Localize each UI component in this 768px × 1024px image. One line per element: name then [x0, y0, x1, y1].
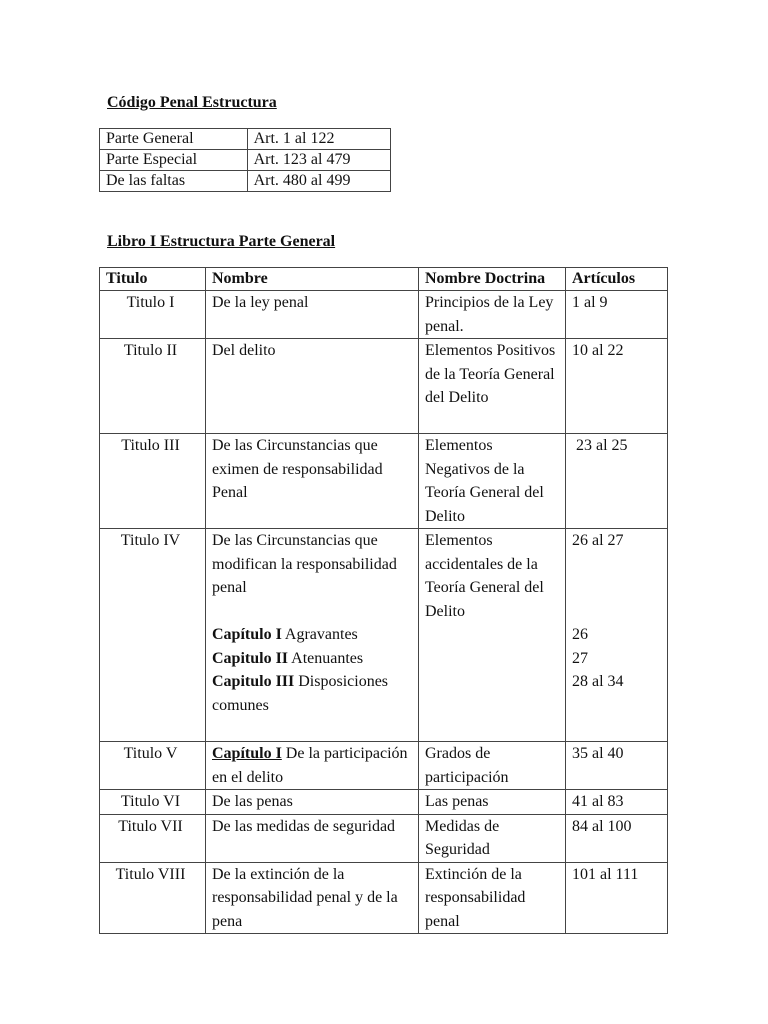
- articulos-cell: 84 al 100: [566, 814, 668, 862]
- chapter-articulos: 28 al 34: [572, 673, 624, 690]
- chapter-line: [212, 670, 414, 717]
- doctrina-cell: Medidas de Seguridad: [419, 814, 566, 862]
- articulos-cell: 1 al 9: [566, 291, 668, 339]
- titulo-cell: Titulo V: [100, 742, 206, 790]
- article-range: Art. 123 al 479: [247, 150, 390, 171]
- articulos-cell: [566, 529, 668, 742]
- doctrina-cell: Grados de participación: [419, 742, 566, 790]
- book-structure-heading: Libro I Estructura Parte General: [107, 233, 336, 250]
- table-row: [100, 529, 668, 742]
- nombre-cell: [206, 529, 419, 742]
- table-row: [100, 814, 668, 862]
- doctrina-cell: Las penas: [419, 790, 566, 815]
- code-structure-table: [99, 128, 391, 192]
- spacer: [212, 600, 414, 624]
- titulo-cell: Titulo IV: [100, 529, 206, 742]
- table-row: [100, 434, 668, 529]
- spacer: [572, 576, 663, 600]
- articulos-cell: 10 al 22: [566, 339, 668, 434]
- chapter-label: Capítulo I: [212, 745, 282, 762]
- doctrina-cell: Extinción de la responsabilidad penal: [419, 862, 566, 934]
- nombre-cell: De las penas: [206, 790, 419, 815]
- doctrina-cell: Elementos accidentales de la Teoría General del Delito: [419, 529, 566, 742]
- nombre-cell: De las Circunstancias que eximen de responsabilidad Penal: [206, 434, 419, 529]
- articulos-cell: 35 al 40: [566, 742, 668, 790]
- column-header-titulo: Titulo: [100, 268, 206, 291]
- nombre-cell: Del delito: [206, 339, 419, 434]
- articulos-cell: 23 al 25: [566, 434, 668, 529]
- table-header-row: [100, 268, 668, 291]
- column-header-articulos: Artículos: [566, 268, 668, 291]
- chapter-articulos: 27: [572, 649, 588, 667]
- article-range: Art. 480 al 499: [247, 171, 390, 192]
- articulos-cell: 41 al 83: [566, 790, 668, 815]
- table-row: [100, 790, 668, 815]
- chapter-text: Atenuantes: [291, 649, 364, 667]
- titulo-cell: Titulo II: [100, 339, 206, 434]
- table-row: [100, 339, 668, 434]
- general-part-table: [99, 267, 668, 934]
- chapter-text: Agravantes: [284, 626, 358, 643]
- table-row: [100, 129, 391, 150]
- chapter-articulos: 26: [572, 626, 588, 643]
- table-row: [100, 171, 391, 192]
- table-row: [100, 862, 668, 934]
- chapter-text: Disposiciones comunes: [212, 673, 389, 714]
- spacer: [572, 600, 663, 624]
- spacer: [572, 553, 663, 577]
- nombre-cell: De la ley penal: [206, 291, 419, 339]
- chapter-label: Capitulo II: [212, 649, 289, 667]
- articulos-range: 26 al 27: [572, 532, 624, 549]
- part-name: Parte General: [100, 129, 248, 150]
- titulo-cell: Titulo III: [100, 434, 206, 529]
- titulo-cell: Titulo VIII: [100, 862, 206, 934]
- doctrina-cell: Elementos Negativos de la Teoría General del Delito: [419, 434, 566, 529]
- code-structure-heading: Código Penal Estructura: [107, 94, 277, 111]
- nombre-cell: De la extinción de la responsabilidad penal y de la pena: [206, 862, 419, 934]
- nombre-cell: [206, 742, 419, 790]
- chapter-label: Capitulo III: [212, 673, 295, 690]
- column-header-doctrina: Nombre Doctrina: [419, 268, 566, 291]
- nombre-cell: De las medidas de seguridad: [206, 814, 419, 862]
- table-row: [100, 291, 668, 339]
- table-row: [100, 150, 391, 171]
- titulo-cell: Titulo VII: [100, 814, 206, 862]
- part-name: Parte Especial: [100, 150, 248, 171]
- doctrina-cell: Principios de la Ley penal.: [419, 291, 566, 339]
- article-range: Art. 1 al 122: [247, 129, 390, 150]
- titulo-cell: Titulo VI: [100, 790, 206, 815]
- chapter-line: [212, 623, 414, 647]
- chapter-label: Capítulo I: [212, 626, 282, 643]
- titulo-cell: Titulo I: [100, 291, 206, 339]
- nombre-text: De las Circunstancias que modifican la responsabilidad penal: [212, 532, 397, 596]
- articulos-cell: 101 al 111: [566, 862, 668, 934]
- column-header-nombre: Nombre: [206, 268, 419, 291]
- part-name: De las faltas: [100, 171, 248, 192]
- chapter-line: [212, 647, 414, 671]
- table-row: [100, 742, 668, 790]
- doctrina-cell: Elementos Positivos de la Teoría General del Delito: [419, 339, 566, 434]
- nombre-text: De la participación en el delito: [212, 745, 408, 786]
